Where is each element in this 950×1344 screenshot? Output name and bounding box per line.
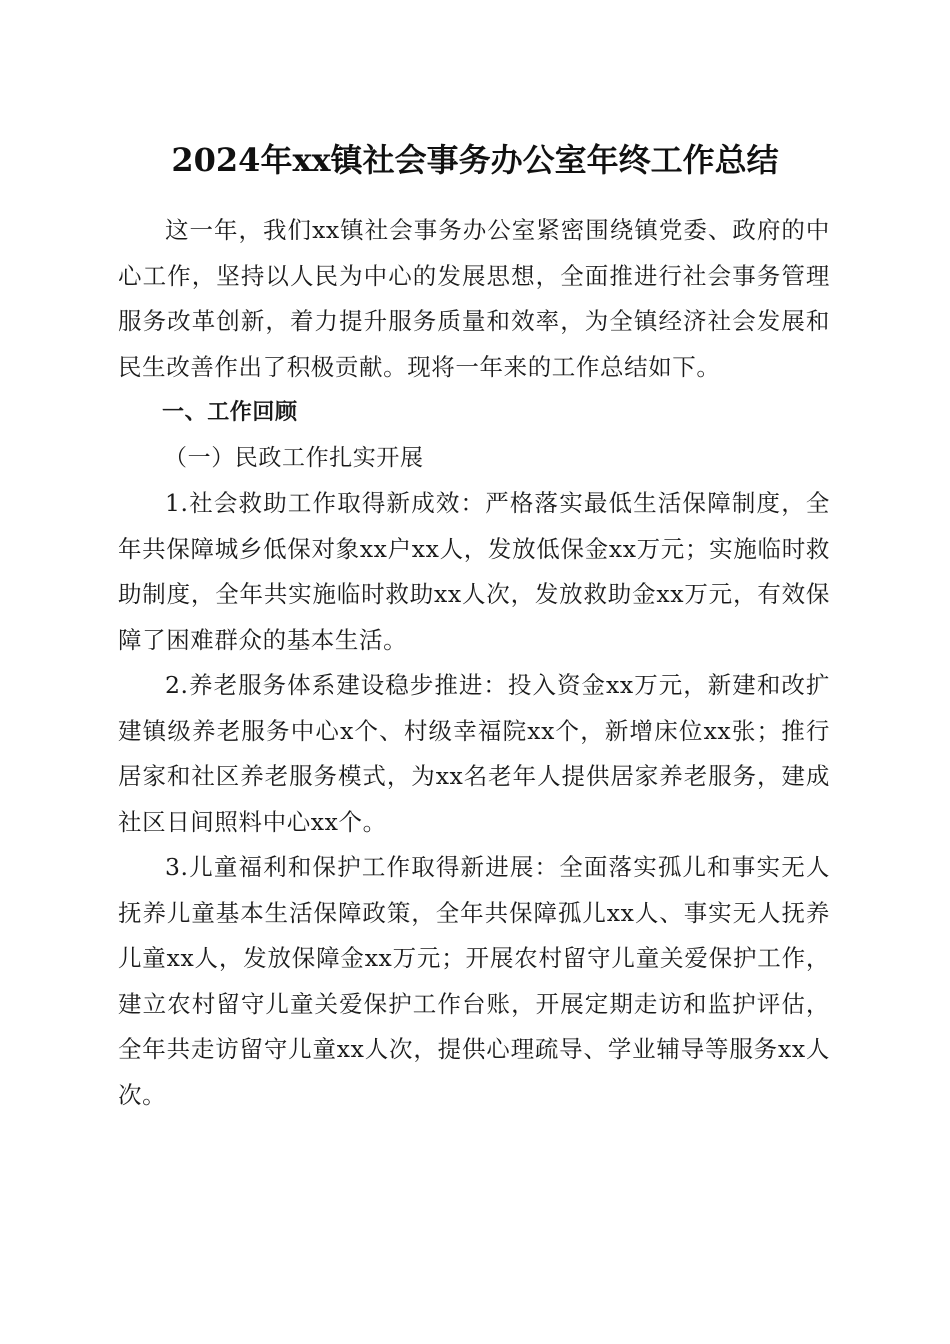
intro-paragraph: 这一年，我们xx镇社会事务办公室紧密围绕镇党委、政府的中心工作，坚持以人民为中心的发展思想，全面推进行社会事务管理服务改革创新，着力提升服务质量和效率，为全镇经济社会发展和民生改善作出了积极贡献。现将一年来的工作总结如下。 — [118, 216, 830, 381]
document-body — [118, 208, 830, 1118]
subsection-heading: （一）民政工作扎实开展 — [164, 444, 424, 471]
item-paragraph-3: 3.儿童福利和保护工作取得新进展：全面落实孤儿和事实无人抚养儿童基本生活保障政策，全年共保障孤儿xx人、事实无人抚养儿童xx人，发放保障金xx万元；开展农村留守儿童关爱保护工作，建立农村留守儿童关爱保护工作台账，开展定期走访和监护评估，全年共走访留守儿童xx人次，提供心理疏导、学业辅导等服务xx人次。 — [118, 853, 830, 1109]
section-heading: 一、工作回顾 — [162, 400, 298, 425]
document-title: 2024年xx镇社会事务办公室年终工作总结 — [171, 141, 779, 179]
item-paragraph-2: 2.养老服务体系建设稳步推进：投入资金xx万元，新建和改扩建镇级养老服务中心x个、村级幸福院xx个，新增床位xx张；推行居家和社区养老服务模式，为xx名老年人提供居家养老服务，建成社区日间照料中心xx个。 — [118, 671, 830, 836]
item-paragraph-1: 1.社会救助工作取得新成效：严格落实最低生活保障制度，全年共保障城乡低保对象xx户xx人，发放低保金xx万元；实施临时救助制度，全年共实施临时救助xx人次，发放救助金xx万元，有效保障了困难群众的基本生活。 — [118, 489, 830, 654]
